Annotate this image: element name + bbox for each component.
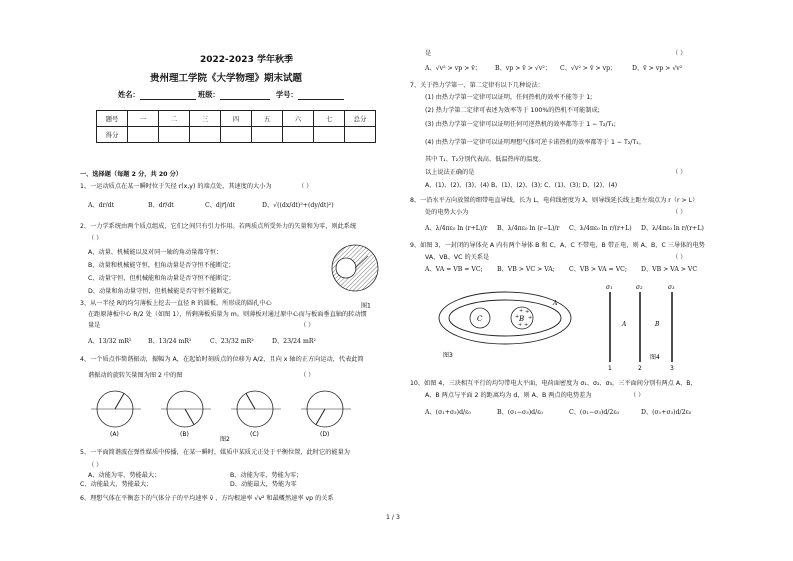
q8-stem-2: 处的电势大小为 — [425, 209, 469, 216]
q6-stem-cont: 是 — [425, 50, 432, 57]
q6-option-a[interactable]: A、√v² > vp > v̄； — [425, 65, 481, 72]
q9-stem-2: VA、VB、VC 的关系是 — [425, 254, 490, 261]
score-cell: 七 — [314, 111, 345, 127]
hole — [336, 258, 356, 278]
figure-2-option-label: (B) — [180, 431, 189, 438]
rotation-vector — [115, 393, 124, 409]
score-cell: 二 — [159, 111, 190, 127]
q1-option-d[interactable]: D、√((dx/dt)²+(dy/dt)²) — [262, 202, 334, 209]
q9-option-c[interactable]: C、VB > VA = VC; — [569, 266, 627, 273]
q7-item-3: (3) 由热力学第一定律可以证明任何可逆热机的效率都等于 1 − T₂/T₁; — [425, 121, 616, 128]
q9-stem-1: 9、如图 3，一封闭的导体壳 A 内有两个导体 B 和 C，A、C 不带电，B 带正电，则 A、B、C 三导体的电势 — [410, 242, 705, 249]
q10-option-d[interactable]: D、(σ₁+σ₃)d/2ε₀ — [641, 409, 692, 416]
q9-blank[interactable]: （ ） — [672, 254, 687, 261]
score-table — [96, 110, 376, 143]
q1-option-b[interactable]: B、dr⃗/dt — [148, 202, 174, 209]
id-field[interactable] — [298, 99, 344, 100]
exam-year: 2022-2023 学年秋季 — [200, 55, 293, 65]
q6-option-d[interactable]: D、v̄ > vp > √v² — [632, 65, 683, 72]
label-b: B — [519, 315, 525, 323]
q4-blank[interactable]: （ ） — [300, 372, 315, 379]
plate-3-num: 3 — [670, 365, 674, 372]
page-number: 1 / 3 — [386, 514, 400, 521]
q1-stem: 1、一运动质点在某一瞬时位于矢径 r(x,y) 的端点处，其速度的大小为 — [80, 183, 272, 190]
q7-item-1: (1) 由热力学第一定律可以证明，任何热机的效率不能等于 1; — [425, 94, 593, 101]
q7-options[interactable]: A、(1)、(2)、(3)、(4) B、(1)、(2)、(3); C、(1)、(3); D、(2)、(4) — [425, 182, 618, 189]
name-label: 姓名： — [118, 90, 140, 99]
q5-option-c[interactable]: C、动能最大，势能最大； — [80, 481, 153, 488]
score-row-values — [97, 127, 376, 143]
section-heading: 一、选择题（每题 2 分，共 20 分） — [80, 171, 182, 178]
sigma-1: σ₁ — [606, 284, 613, 291]
q3-option-c[interactable]: C、23/32 mR² — [210, 338, 254, 345]
score-input[interactable] — [314, 127, 345, 143]
exam-title: 贵州理工学院《大学物理》期末试题 — [150, 73, 303, 84]
score-cell: 一 — [128, 111, 159, 127]
q7-item-2: (2) 热力学第二定律可表述为效率等于 100%的热机不可能制成; — [425, 107, 600, 114]
svg-text:+: + — [519, 308, 524, 314]
q3-option-b[interactable]: B、13/24 mR² — [148, 338, 192, 345]
q8-option-c[interactable]: C、λ/4πε₀ ln r/(r+L) — [569, 225, 632, 232]
point-b-label: B — [655, 321, 660, 328]
q3-blank[interactable]: （ ） — [300, 322, 315, 329]
q2-option-d[interactable]: D、动量和角动量守恒，但机械能是否守恒不能断定。 — [88, 288, 236, 295]
figure-2-caption: 图2 — [220, 436, 230, 443]
q5-blank[interactable]: （ ） — [88, 462, 103, 469]
q10-stem-2: A、B 两点与平面 2 的距离均为 d，则 A、B 两点的电势差为 — [425, 392, 592, 399]
q4-stem-1: 4、一个质点作简谐振动，振幅为 A，在起始时刻质点的位移为 A/2，且向 x 轴的正方向运动，代表此简 — [80, 356, 364, 363]
score-input[interactable] — [252, 127, 283, 143]
score-input[interactable] — [283, 127, 314, 143]
q6-option-c[interactable]: C、√v² > v̄ > vp； — [560, 65, 617, 72]
score-cell: 五 — [252, 111, 283, 127]
rotation-vector — [246, 393, 255, 409]
name-field[interactable] — [140, 99, 196, 100]
q8-option-d[interactable]: D、λ/4πε₀ ln r/(r+L) — [641, 225, 704, 232]
q8-option-b[interactable]: B、λ/4πε₀ ln (r−L)/r — [497, 225, 560, 232]
q3-stem-3: 量是 — [88, 322, 101, 329]
figure-3 — [435, 285, 575, 360]
q8-blank[interactable]: （ ） — [672, 209, 687, 216]
q7-stem: 7、关于热力学第一、第二定律有以下几种说法： — [410, 82, 544, 89]
q1-blank[interactable]: （ ） — [298, 183, 313, 190]
q9-option-a[interactable]: A、VA = VB = VC; — [425, 266, 483, 273]
plate-1-num: 1 — [608, 365, 612, 372]
q2-option-b[interactable]: B、动量和机械能守恒，但角动量是否守恒不能断定； — [88, 262, 235, 269]
q10-option-c[interactable]: C、(σ₁−σ₃)d/2ε₀ — [569, 409, 620, 416]
score-input[interactable] — [159, 127, 190, 143]
q8-stem-1: 8、一沿水平方向放置的细带电直导线，长为 L，电荷线密度为 λ，则导线延长线上距左端点为 r（r > L） — [410, 197, 699, 204]
q10-stem-1: 10、如图 4，三块相互平行的均匀带电大平面，电荷面密度为 σ₁、σ₂、σ₃，三平面间分别有两点 A、B， — [410, 380, 697, 387]
rotation-vector — [185, 409, 194, 425]
q5-stem: 5、一平面简谐波在弹性媒质中传播，在某一瞬时，媒质中某质元正处于平衡位置，此时它的能量为 — [80, 449, 350, 456]
figure-2 — [90, 385, 370, 445]
score-row-header — [97, 111, 376, 127]
q6-blank[interactable]: （ ） — [672, 50, 687, 57]
score-cell: 六 — [283, 111, 314, 127]
figure-2-option-label: (D) — [320, 431, 330, 438]
svg-text:+: + — [528, 315, 533, 321]
svg-text:+: + — [524, 322, 529, 328]
class-field[interactable] — [220, 99, 270, 100]
q7-ask: 以上说法正确的是 — [425, 169, 475, 176]
score-input[interactable] — [128, 127, 159, 143]
score-cell: 四 — [221, 111, 252, 127]
figure-1-caption: 图1 — [361, 302, 371, 309]
score-cell: 三 — [190, 111, 221, 127]
class-label: 班级： — [198, 90, 220, 99]
q10-blank[interactable]: （ ） — [630, 392, 645, 399]
figure-4 — [600, 282, 685, 372]
q5-option-d[interactable]: D、动能最大，势能为零 — [230, 481, 297, 488]
q6-stem: 6、理想气体在平衡态下的气体分子的平均速率 v̄ 、方均根速率 √v² 和最概然速率 vp 的关系 — [80, 495, 334, 502]
label-c: C — [477, 315, 483, 323]
figure-2-option-label: (C) — [250, 431, 259, 438]
q7-blank[interactable]: （ ） — [672, 169, 687, 176]
q8-option-a[interactable]: A、λ/4πε₀ ln (r+L)/r — [425, 225, 488, 232]
score-input[interactable] — [345, 127, 376, 143]
q3-stem-1: 3、从一半径 R的均匀薄板上挖去一直径 R 的圆板，所形成的圆孔中心 — [80, 300, 272, 307]
score-input[interactable] — [221, 127, 252, 143]
sigma-3: σ₃ — [668, 284, 675, 291]
score-cell: 得分 — [97, 127, 128, 143]
q2-stem: 2、一力学系统由两个质点组成，它们之间只有引力作用。若两质点所受外力的矢量和为零，则此系统 — [80, 223, 357, 230]
q9-option-b[interactable]: B、VB > VC > VA; — [497, 266, 555, 273]
q4-stem-2: 谐振动的旋转矢量图为图 2 中的图 — [88, 372, 183, 379]
score-cell: 题号 — [97, 111, 128, 127]
point-a-label: A — [622, 321, 627, 328]
rotation-vector — [316, 409, 325, 425]
svg-text:+: + — [518, 322, 523, 328]
q1-option-c[interactable]: C、d|r⃗|/dt — [205, 202, 236, 209]
q2-option-c[interactable]: C、动量守恒，但机械能和角动量是否守恒不能断定； — [88, 275, 235, 282]
q6-option-b[interactable]: B、vp > v̄ > √v²； — [495, 65, 552, 72]
label-a: A — [553, 300, 558, 307]
conductor-shell-inner — [449, 300, 561, 336]
figure-2-option-label: (A) — [110, 431, 119, 438]
figure-3-caption: 图3 — [443, 352, 453, 359]
plate-2-num: 2 — [638, 365, 642, 372]
q3-option-a[interactable]: A、13/32 mR² — [88, 338, 132, 345]
score-cell: 总分 — [345, 111, 376, 127]
sigma-2: σ₂ — [636, 284, 643, 291]
q9-option-d[interactable]: D、VB > VA > VC — [641, 266, 698, 273]
svg-text:+: + — [525, 309, 530, 315]
q5-option-b[interactable]: B、动能为零，势能为零； — [230, 472, 303, 479]
q7-note: 其中 T₁、T₂分别代表高、低温热库的温度。 — [425, 156, 545, 163]
q10-option-a[interactable]: A、(σ₁+σ₃)d/ε₀ — [425, 409, 471, 416]
id-label: 学号： — [276, 90, 298, 99]
q3-option-d[interactable]: D、23/24 mR² — [272, 338, 316, 345]
q1-option-a[interactable]: A、dr/dt — [88, 202, 115, 209]
svg-text:+: + — [515, 314, 520, 320]
q3-stem-2: 在距原薄板中心 R/2 处（如图 1），所剩薄板质量为 m。则薄板对通过原中心而与板面垂直轴的转动惯 — [88, 311, 367, 318]
figure-1 — [330, 241, 380, 309]
q2-option-a[interactable]: A、动量、机械能以及对同一轴的角动量都守恒； — [88, 249, 223, 256]
figure-4-caption: 图4 — [650, 354, 660, 361]
q5-option-a[interactable]: A、动能为零，势能最大； — [88, 472, 161, 479]
q2-blank[interactable]: （ ） — [88, 235, 103, 242]
score-input[interactable] — [190, 127, 221, 143]
q10-option-b[interactable]: B、(σ₁−σ₃)d/ε₀ — [497, 409, 543, 416]
q7-item-4: (4) 由热力学第一定律可以证明理想气体可逆卡诺热机的效率都等于 1 − T₂/T₁。 — [425, 139, 645, 146]
